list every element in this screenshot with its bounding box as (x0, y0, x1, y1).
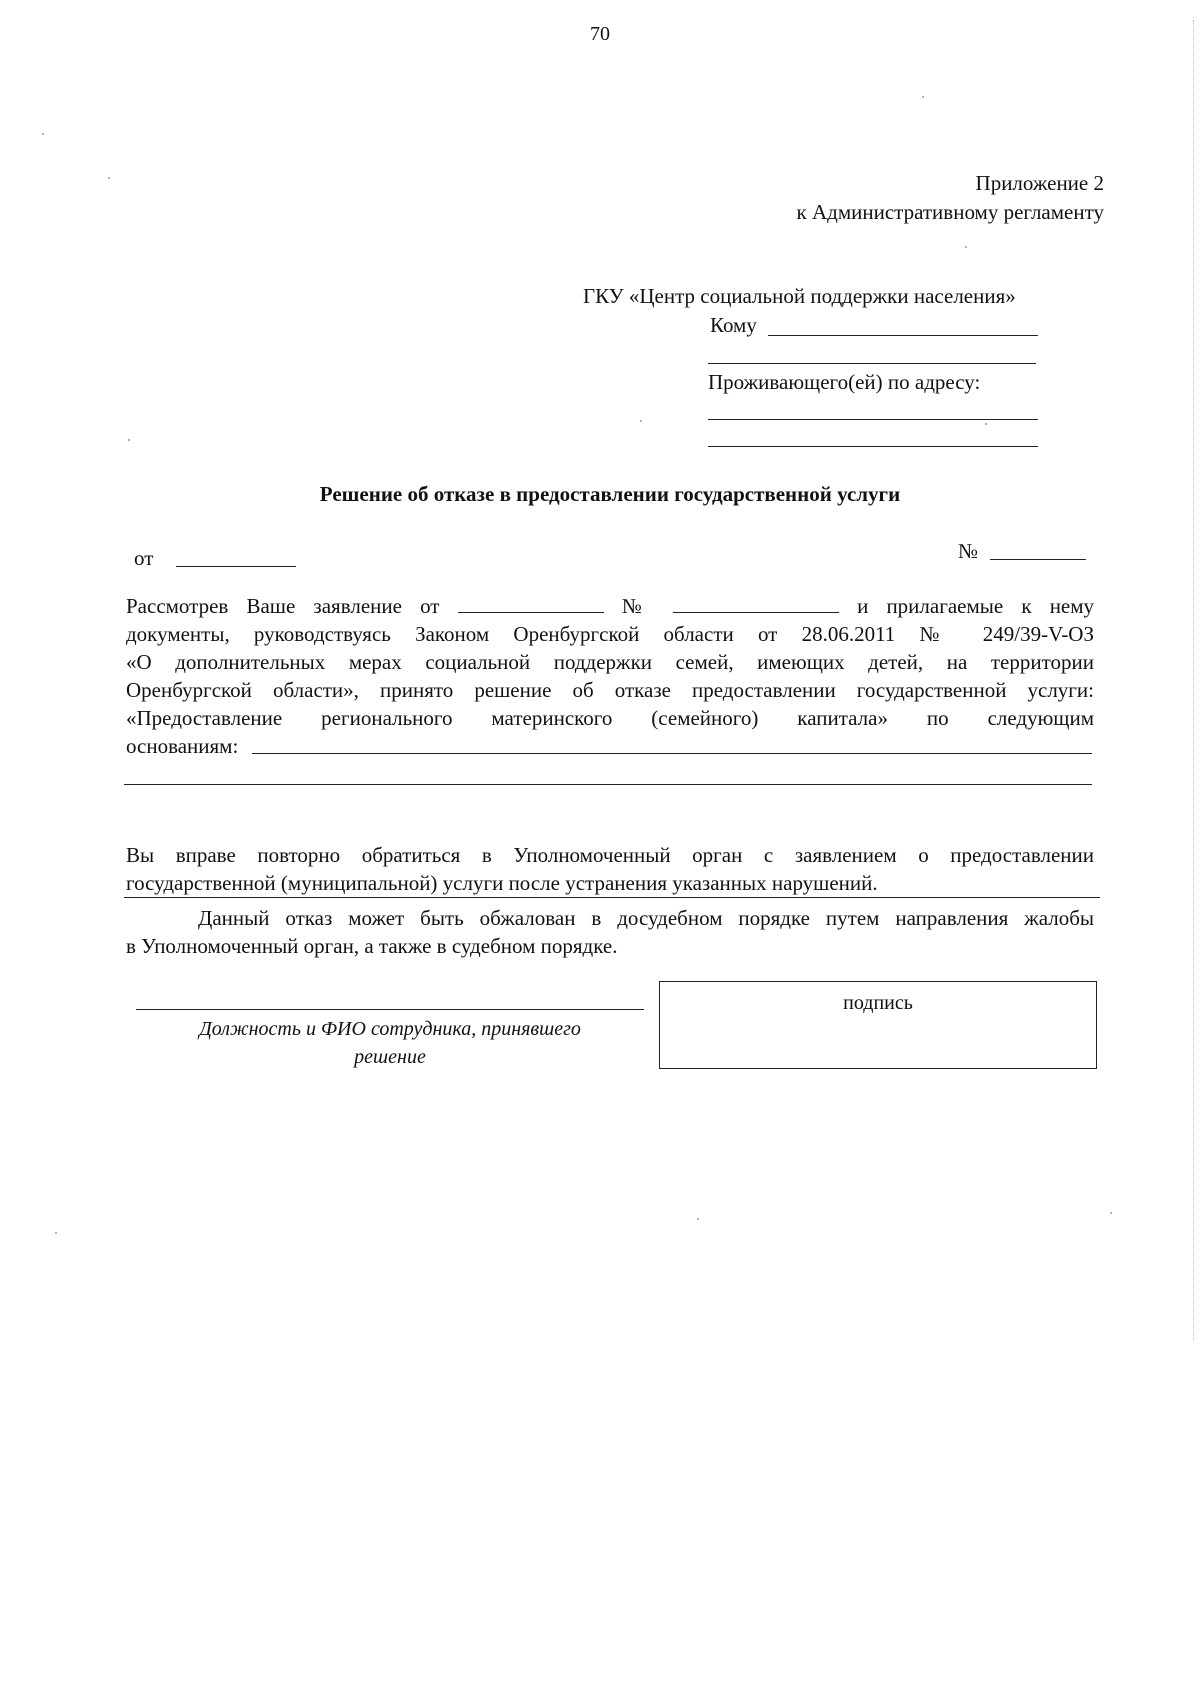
body-line-5: «Предоставление регионального материнского (семейного) капитала» по следующим (126, 706, 1094, 730)
position-name-field[interactable] (136, 1009, 644, 1010)
position-caption-2: решение (354, 1046, 426, 1068)
organization-name: ГКУ «Центр социальной поддержки населения» (583, 284, 1016, 308)
scan-edge (1193, 20, 1194, 1340)
to-label: Кому (710, 313, 757, 337)
scan-speck (697, 1218, 699, 1220)
number-field[interactable] (990, 559, 1086, 560)
date-label: от (134, 546, 154, 570)
scan-speck (1110, 1212, 1112, 1214)
scan-speck (128, 439, 130, 441)
date-field[interactable] (176, 566, 296, 567)
address-field-1[interactable] (708, 419, 1038, 420)
address-field-2[interactable] (708, 446, 1038, 447)
notice-underline (124, 897, 1100, 898)
notice-line-2: государственной (муниципальной) услуги после устранения указанных нарушений. (126, 871, 878, 895)
scan-speck (965, 246, 967, 248)
scan-speck (985, 423, 987, 425)
to-field[interactable] (768, 335, 1038, 336)
decision-paragraph (126, 592, 1094, 760)
to-field-2[interactable] (708, 363, 1036, 364)
document-title: Решение об отказе в предоставлении государственной услуги (319, 482, 901, 506)
appeal-line-1: Данный отказ может быть обжалован в досудебном порядке путем направления жалобы (198, 906, 1094, 930)
application-date-field[interactable] (458, 592, 604, 613)
signature-label: подпись (843, 992, 913, 1014)
grounds-field-1[interactable] (252, 753, 1092, 754)
body-line-4: Оренбургской области», принято решение об отказе предоставлении государственной услуги: (126, 678, 1094, 702)
signature-box[interactable] (659, 981, 1097, 1069)
body-line-1: Рассмотрев Ваше заявление от № и прилагаемые к нему (126, 594, 1095, 618)
scan-speck (42, 133, 44, 135)
notice-line-1: Вы вправе повторно обратиться в Уполномоченный орган с заявлением о предоставлении (126, 843, 1094, 867)
number-label: № (958, 539, 979, 563)
appeal-line-2: в Уполномоченный орган, а также в судебном порядке. (126, 934, 618, 958)
address-label: Проживающего(ей) по адресу: (708, 370, 981, 394)
page-number: 70 (590, 23, 610, 45)
appeal-paragraph (126, 904, 1094, 960)
appendix-line-2: к Административному регламенту (796, 200, 1104, 224)
application-number-field[interactable] (673, 592, 839, 613)
appendix-line-1: Приложение 2 (975, 171, 1104, 195)
notice-paragraph (126, 841, 1094, 897)
scan-speck (108, 177, 110, 179)
scan-speck (922, 96, 924, 98)
position-caption-1: Должность и ФИО сотрудника, принявшего (199, 1018, 581, 1040)
scan-speck (55, 1232, 57, 1234)
body-line-3: «О дополнительных мерах социальной поддержки семей, имеющих детей, на территории (126, 650, 1094, 674)
body-line-2: документы, руководствуясь Законом Оренбургской области от 28.06.2011 № 249/39-V-ОЗ (126, 622, 1094, 646)
body-line-6: основаниям: (126, 734, 239, 758)
grounds-field-2[interactable] (124, 784, 1092, 785)
scan-speck (640, 420, 642, 422)
